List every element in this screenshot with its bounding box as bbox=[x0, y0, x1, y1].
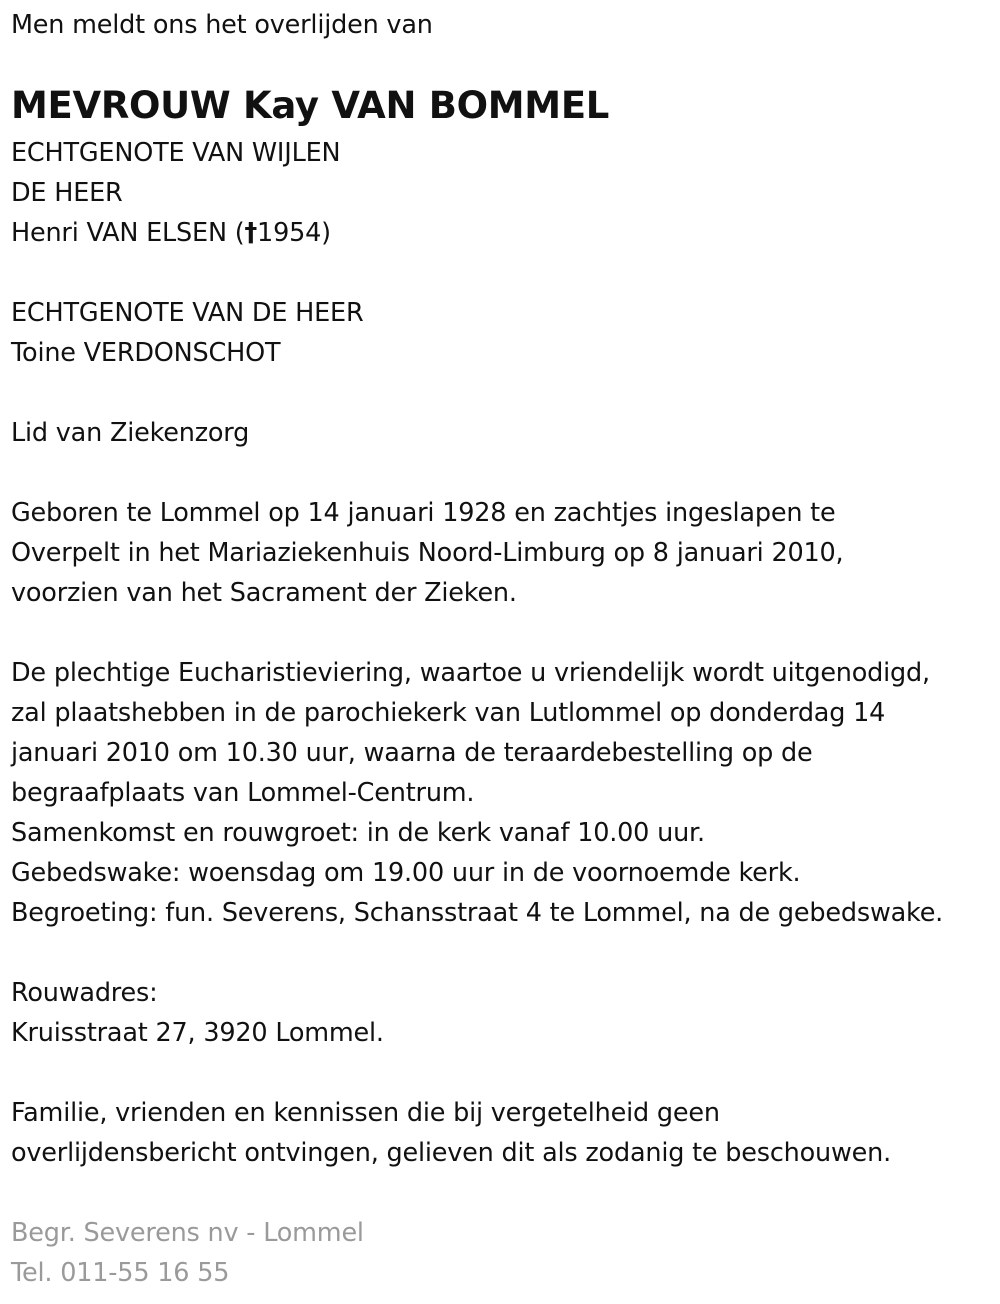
address-value: Kruisstraat 27, 3920 Lommel. bbox=[11, 1018, 384, 1048]
ceremony-line: januari 2010 om 10.30 uur, waarna de teraardebestelling op de bbox=[11, 738, 813, 768]
ceremony-line: De plechtige Eucharistieviering, waartoe u vriendelijk wordt uitgenodigd, bbox=[11, 658, 930, 688]
birth-death-line: Overpelt in het Mariaziekenhuis Noord-Limburg op 8 januari 2010, bbox=[11, 538, 844, 568]
spouse1-name bbox=[11, 213, 331, 253]
membership-text: Lid van Ziekenzorg bbox=[11, 418, 250, 448]
ceremony-line: Samenkomst en rouwgroet: in de kerk vanaf 10.00 uur. bbox=[11, 818, 705, 848]
spouse1-line2: DE HEER bbox=[11, 178, 123, 208]
spouse1-line1: ECHTGENOTE VAN WIJLEN bbox=[11, 138, 341, 168]
intro-text: Men meldt ons het overlijden van bbox=[11, 10, 433, 40]
ceremony-line: Gebedswake: woensdag om 19.00 uur in de voornoemde kerk. bbox=[11, 858, 801, 888]
spouse2-name: Toine VERDONSCHOT bbox=[11, 338, 281, 368]
funeral-company: Begr. Severens nv - Lommel bbox=[11, 1218, 364, 1248]
spouse1-death-year: 1954) bbox=[257, 218, 331, 248]
deceased-name: MEVROUW Kay VAN BOMMEL bbox=[11, 84, 610, 127]
birth-death-line: voorzien van het Sacrament der Zieken. bbox=[11, 578, 517, 608]
notice-line: Familie, vrienden en kennissen die bij vergetelheid geen bbox=[11, 1098, 720, 1128]
cross-icon: † bbox=[244, 218, 258, 248]
notice-line: overlijdensbericht ontvingen, gelieven dit als zodanig te beschouwen. bbox=[11, 1138, 892, 1168]
ceremony-line: begraafplaats van Lommel-Centrum. bbox=[11, 778, 475, 808]
funeral-phone: Tel. 011-55 16 55 bbox=[11, 1258, 230, 1288]
spouse1-name-text: Henri VAN ELSEN ( bbox=[11, 218, 245, 248]
ceremony-line: Begroeting: fun. Severens, Schansstraat 4 te Lommel, na de gebedswake. bbox=[11, 898, 944, 928]
birth-death-line: Geboren te Lommel op 14 januari 1928 en zachtjes ingeslapen te bbox=[11, 498, 836, 528]
spouse2-line1: ECHTGENOTE VAN DE HEER bbox=[11, 298, 364, 328]
ceremony-line: zal plaatshebben in de parochiekerk van Lutlommel op donderdag 14 bbox=[11, 698, 886, 728]
address-label: Rouwadres: bbox=[11, 978, 158, 1008]
